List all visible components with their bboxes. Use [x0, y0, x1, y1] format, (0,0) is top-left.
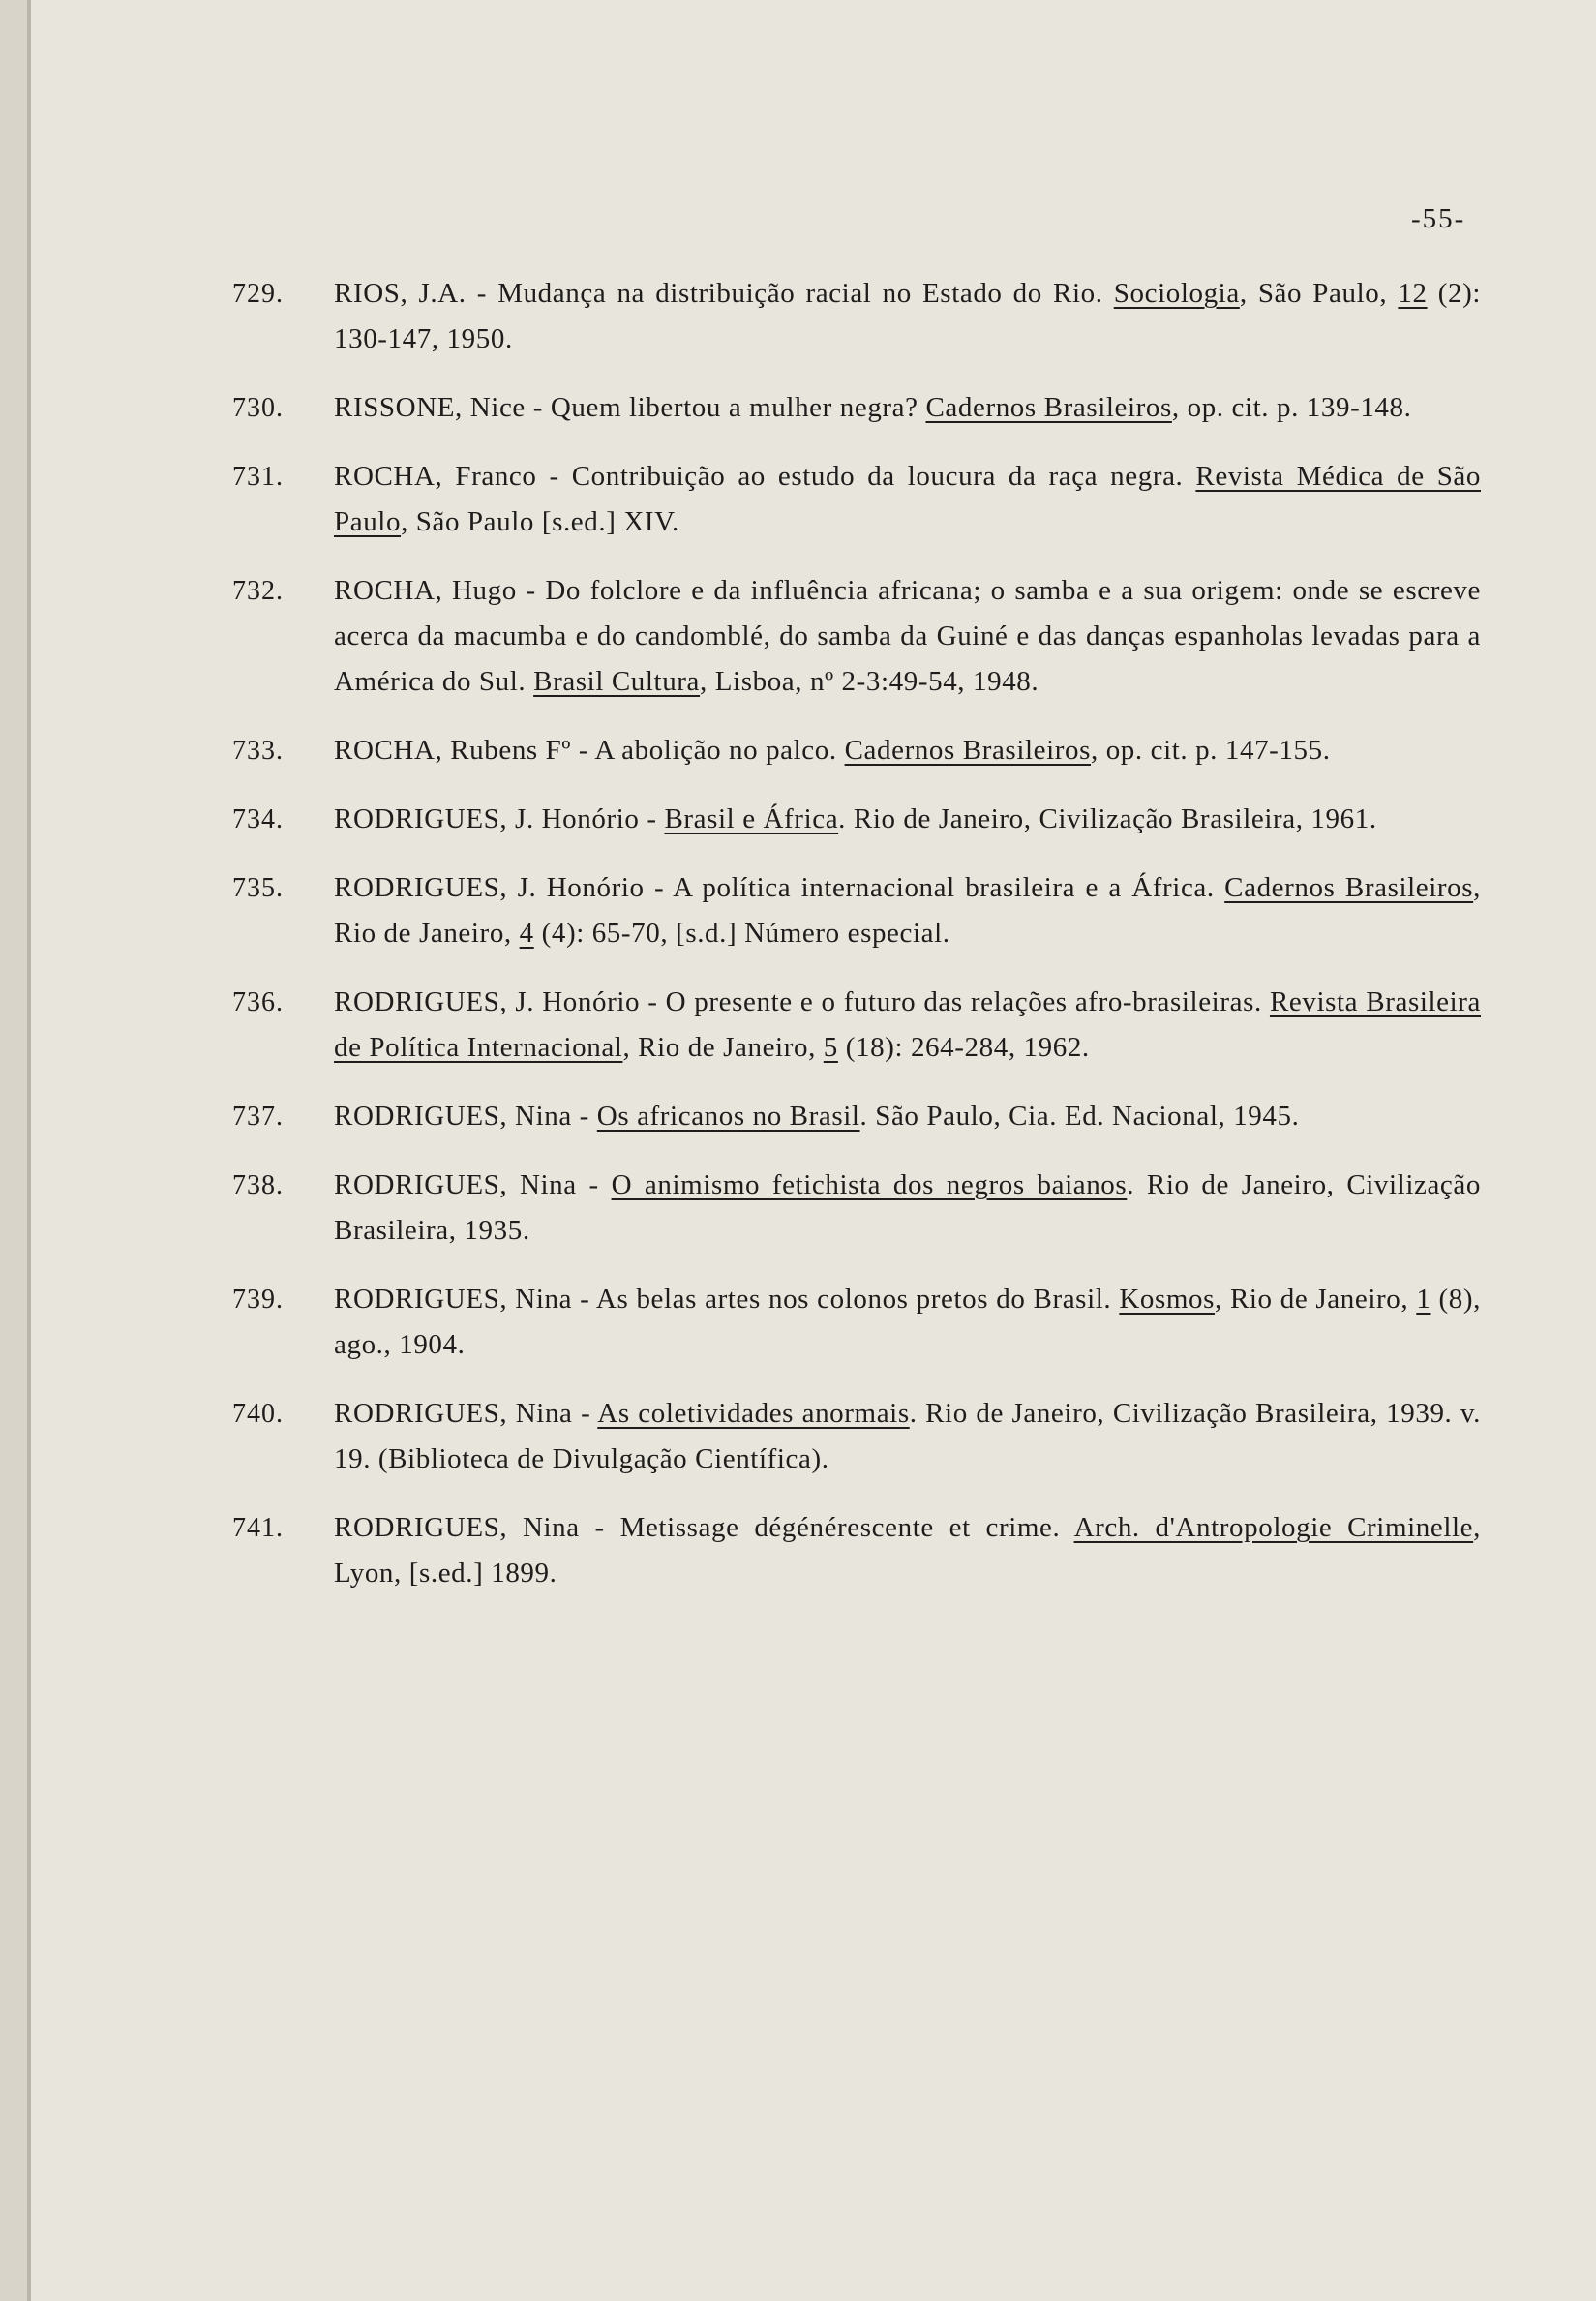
entry-title-underlined: O animismo fetichista dos negros baianos	[611, 1169, 1128, 1200]
entry-text-segment: , op. cit. p. 147-155.	[1091, 735, 1331, 766]
bibliography-entry	[232, 797, 1481, 842]
bibliography-entry	[232, 980, 1481, 1071]
entry-text	[334, 568, 1481, 705]
entry-text	[334, 271, 1481, 362]
entry-text-segment: , Lisboa, nº 2-3:49-54, 1948.	[700, 666, 1039, 697]
bibliography-entry	[232, 1277, 1481, 1368]
entry-text	[334, 1163, 1481, 1254]
bibliography-entry	[232, 1163, 1481, 1254]
entry-title-underlined: Revista Médica de São Paulo	[334, 461, 1481, 537]
entry-text	[334, 797, 1481, 842]
entry-title-underlined: As coletividades anormais	[597, 1398, 910, 1429]
bibliography-entry	[232, 1094, 1481, 1139]
entry-title-underlined: Os africanos no Brasil	[596, 1101, 860, 1132]
entry-number: 730.	[232, 393, 284, 423]
bibliography-entry	[232, 568, 1481, 705]
entry-title-underlined: 12	[1398, 278, 1428, 309]
entry-number: 736.	[232, 987, 284, 1017]
entry-text-segment: (8), ago., 1904.	[334, 1284, 1481, 1360]
entry-number: 741.	[232, 1513, 284, 1543]
bibliography-entry	[232, 1505, 1481, 1596]
entry-text-segment: RODRIGUES, Nina -	[334, 1101, 597, 1132]
entry-number: 738.	[232, 1170, 284, 1200]
entry-title-underlined: Sociologia	[1113, 278, 1240, 309]
entry-text	[334, 865, 1481, 956]
entry-text-segment: . São Paulo, Cia. Ed. Nacional, 1945.	[859, 1101, 1300, 1132]
binding-shadow	[0, 0, 27, 2301]
entry-number: 740.	[232, 1399, 284, 1429]
entry-title-underlined: Cadernos Brasileiros	[1224, 872, 1474, 903]
bibliography-entry	[232, 1391, 1481, 1482]
entry-number: 737.	[232, 1102, 284, 1132]
bibliography-entry	[232, 385, 1481, 431]
entry-text-segment: . Rio de Janeiro, Civilização Brasileira, 1939. v. 19. (Biblioteca de Divulgação Científica).	[334, 1398, 1482, 1474]
entry-text	[334, 385, 1481, 431]
entry-text	[334, 980, 1481, 1071]
entry-text	[334, 1391, 1481, 1482]
entry-text	[334, 1277, 1481, 1368]
entry-text-segment: RODRIGUES, Nina -	[334, 1398, 598, 1429]
entry-text-segment: , São Paulo,	[1239, 278, 1399, 309]
entry-text-segment: RODRIGUES, Nina - As belas artes nos colonos pretos do Brasil.	[334, 1284, 1120, 1315]
entry-number: 735.	[232, 873, 284, 903]
entry-text-segment: ROCHA, Hugo - Do folclore e da influência africana; o samba e a sua origem: onde se escreve acerca da macumba e do candomblé, do samba da Guiné e das danças espanholas levadas para a América do Sul.	[334, 575, 1481, 697]
entry-text-segment: RODRIGUES, J. Honório - O presente e o futuro das relações afro-brasileiras.	[334, 986, 1270, 1017]
entry-number: 734.	[232, 804, 284, 834]
entry-text-segment: . Rio de Janeiro, Civilização Brasileira, 1961.	[838, 803, 1377, 834]
entry-title-underlined: 5	[823, 1032, 838, 1063]
entry-text	[334, 1505, 1481, 1596]
entry-text-segment: (4): 65-70, [s.d.] Número especial.	[533, 918, 950, 949]
bibliography-entry	[232, 728, 1481, 773]
entry-text-segment: RODRIGUES, J. Honório -	[334, 803, 665, 834]
bibliography-list	[232, 271, 1481, 1620]
entry-text-segment: (2): 130-147, 1950.	[334, 278, 1482, 354]
entry-title-underlined: 4	[519, 918, 534, 949]
entry-text-segment: , Rio de Janeiro,	[1215, 1284, 1417, 1315]
entry-number: 731.	[232, 462, 284, 492]
entry-text-segment: . Rio de Janeiro, Civilização Brasileira, 1935.	[334, 1169, 1481, 1246]
entry-text-segment: , Rio de Janeiro,	[622, 1032, 824, 1063]
entry-text-segment: RODRIGUES, Nina - Metissage dégénérescente et crime.	[334, 1512, 1074, 1543]
entry-number: 739.	[232, 1285, 284, 1315]
entry-text	[334, 1094, 1481, 1139]
entry-title-underlined: Kosmos	[1119, 1284, 1216, 1315]
entry-text-segment: RISSONE, Nice - Quem libertou a mulher negra?	[334, 392, 926, 423]
entry-text-segment: RODRIGUES, Nina -	[334, 1169, 612, 1200]
entry-title-underlined: Brasil e África	[664, 803, 839, 834]
entry-title-underlined: Cadernos Brasileiros	[925, 392, 1172, 423]
binding-edge	[27, 0, 31, 2301]
entry-text-segment: (18): 264-284, 1962.	[837, 1032, 1090, 1063]
entry-text-segment: ROCHA, Franco - Contribuição ao estudo da loucura da raça negra.	[334, 461, 1196, 492]
entry-title-underlined: Brasil Cultura	[533, 666, 701, 697]
entry-text-segment: RIOS, J.A. - Mudança na distribuição racial no Estado do Rio.	[334, 278, 1114, 309]
entry-text	[334, 728, 1481, 773]
bibliography-entry	[232, 865, 1481, 956]
entry-text	[334, 454, 1481, 545]
entry-title-underlined: 1	[1416, 1284, 1431, 1315]
entry-text-segment: , op. cit. p. 139-148.	[1171, 392, 1412, 423]
entry-title-underlined: Revista Brasileira de Política Internacional	[334, 986, 1482, 1063]
entry-title-underlined: Arch. d'Antropologie Criminelle	[1073, 1512, 1474, 1543]
entry-text-segment: , São Paulo [s.ed.] XIV.	[401, 506, 679, 537]
bibliography-entry	[232, 271, 1481, 362]
entry-text-segment: , Lyon, [s.ed.] 1899.	[334, 1512, 1481, 1589]
bibliography-entry	[232, 454, 1481, 545]
entry-text-segment: RODRIGUES, J. Honório - A política internacional brasileira e a África.	[334, 872, 1225, 903]
entry-number: 729.	[232, 279, 284, 309]
entry-text-segment: , Rio de Janeiro,	[334, 872, 1482, 949]
entry-text-segment: ROCHA, Rubens Fº - A abolição no palco.	[334, 735, 845, 766]
entry-number: 732.	[232, 576, 284, 606]
entry-title-underlined: Cadernos Brasileiros	[844, 735, 1091, 766]
page-number: -55-	[1411, 203, 1466, 234]
entry-number: 733.	[232, 736, 284, 766]
